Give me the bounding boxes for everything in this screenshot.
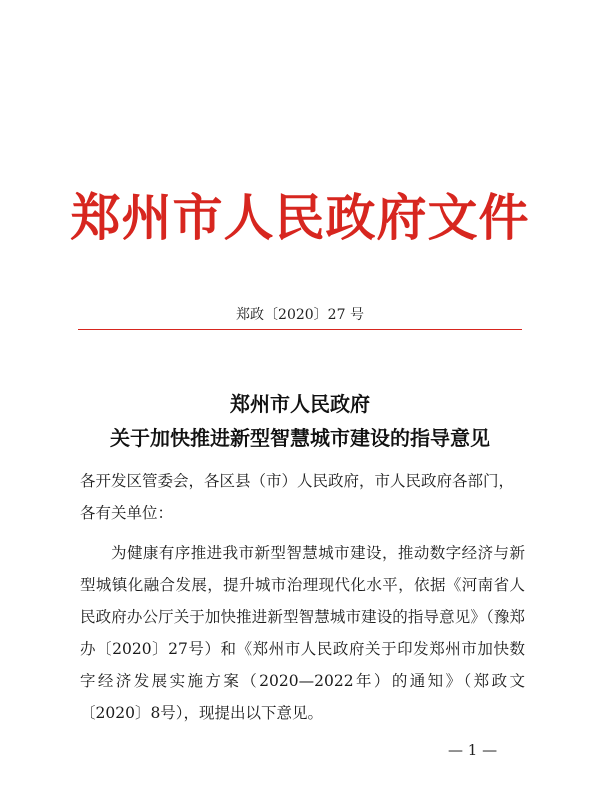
red-divider-line [78, 329, 522, 330]
page-number: — 1 — [448, 741, 498, 759]
salutation-paragraph: 各开发区管委会，各区县（市）人民政府，市人民政府各部门，各有关单位： [80, 472, 515, 522]
document-title-line-1: 郑州市人民政府 [230, 392, 370, 416]
body-paragraph: 为健康有序推进我市新型智慧城市建设，推动数字经济与新型城镇化融合发展，提升城市治理现代化水平，依据《河南省人民政府办公厅关于加快推进新型智慧城市建设的指导意见》（豫郑办〔2020〕27号）和《郑州市人民政府关于印发郑州市加快数字经济发展实施方案（2020—2022年）的通知》（郑政文〔2020〕8号），现提出以下意见。 [80, 544, 525, 722]
document-number: 郑政〔2020〕27 号 [236, 307, 364, 323]
document-masthead: 郑州市人民政府文件 [70, 188, 530, 247]
document-title-line-2: 关于加快推进新型智慧城市建设的指导意见 [110, 426, 490, 450]
